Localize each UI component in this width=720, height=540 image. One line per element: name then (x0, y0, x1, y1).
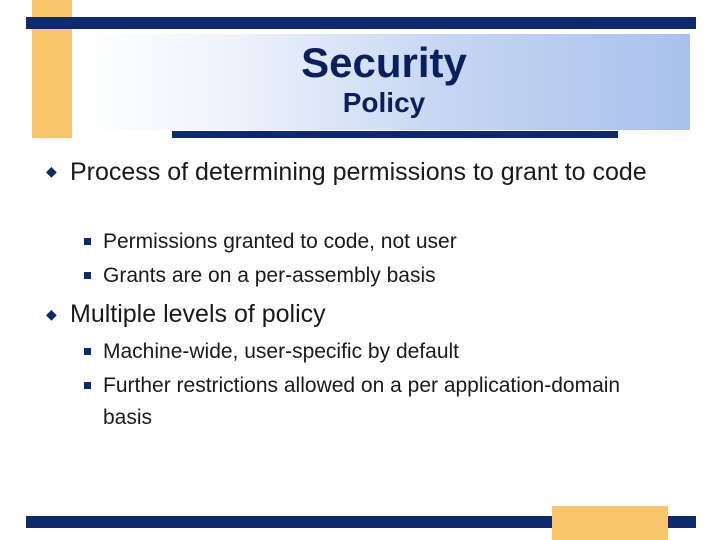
bullet-1-text: Process of determining permissions to grant to code (70, 158, 647, 186)
slide-title: Security (301, 39, 467, 86)
square-bullet-icon (84, 382, 91, 389)
square-bullet-icon (84, 348, 91, 355)
bullet-2-sub-1: Machine-wide, user-specific by default (103, 340, 459, 363)
bullet-1-sub-1: Permissions granted to code, not user (103, 230, 457, 253)
bullet-2-text: Multiple levels of policy (70, 300, 326, 328)
decorative-orange-bar-bottom (552, 506, 668, 540)
bullet-2-sub-2: Further restrictions allowed on a per application-domain basis (103, 374, 621, 429)
bullet-1-sub-2: Grants are on a per-assembly basis (103, 264, 436, 287)
square-bullet-icon (84, 238, 91, 245)
diamond-bullet-icon: ◆ (46, 163, 57, 179)
diamond-bullet-icon: ◆ (46, 306, 57, 322)
slide-subtitle: Policy (342, 87, 426, 118)
square-bullet-icon (84, 272, 91, 279)
